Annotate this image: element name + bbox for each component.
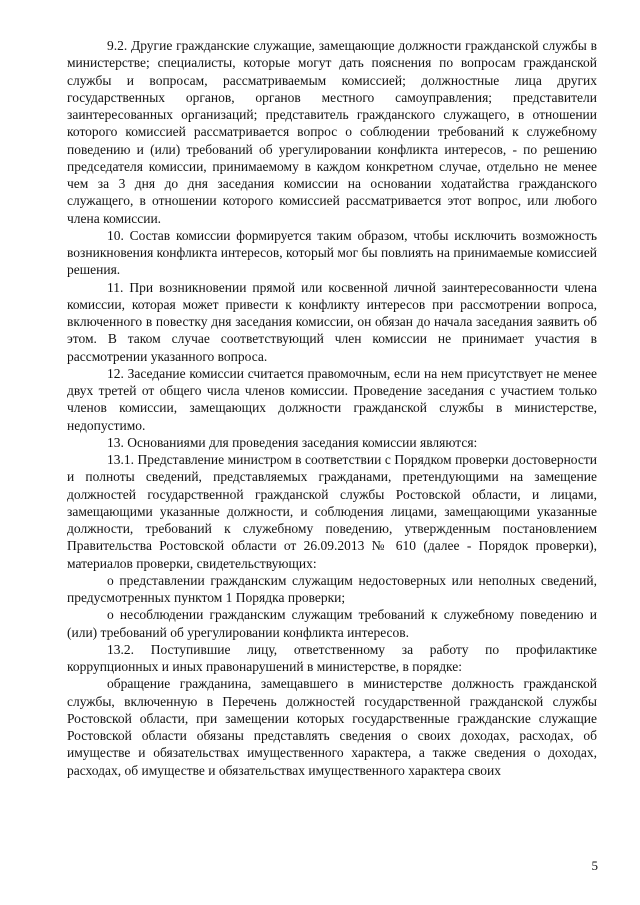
- paragraph-9-2: 9.2. Другие гражданские служащие, замещающие должности гражданской службы в министерстве; специалисты, которые могут дать пояснения по вопросам гражданской службы и вопросам, рассматриваемым комиссией; должностные лица других государственных органов, органов местного самоуправления; представители заинтересованных организаций; представитель гражданского служащего, в отношении которого комиссией рассматривается вопрос о соблюдении требований к служебному поведению и (или) требований об урегулировании конфликта интересов, - по решению председателя комиссии, принимаемому в каждом конкретном случае, отдельно не менее чем за 3 дня до дня заседания комиссии на основании ходатайства гражданского служащего, в отношении которого комиссией рассматривается этот вопрос, или любого члена комиссии.: [67, 38, 597, 226]
- paragraph-10: 10. Состав комиссии формируется таким образом, чтобы исключить возможность возникновения конфликта интересов, который мог бы повлиять на принимаемые комиссией решения.: [67, 227, 597, 278]
- paragraph-12: 12. Заседание комиссии считается правомочным, если на нем присутствует не менее двух третей от общего числа членов комиссии. Проведение заседания с участием только членов комиссии, замещающих должности гражданской службы в министерстве, недопустимо.: [67, 365, 597, 433]
- document-body: [67, 37, 597, 779]
- paragraph-13-2: 13.2. Поступившие лицу, ответственному за работу по профилактике коррупционных и иных правонарушений в министерстве, в порядке:: [67, 641, 597, 674]
- list-item-unreliable-info: о представлении гражданским служащим недостоверных или неполных сведений, предусмотренных пунктом 1 Порядка проверки;: [67, 572, 597, 605]
- paragraph-11: 11. При возникновении прямой или косвенной личной заинтересованности члена комиссии, которая может привести к конфликту интересов при рассмотрении вопроса, включенного в повестку дня заседания комиссии, он обязан до начала заседания заявить об этом. В таком случае соответствующий член комиссии не принимает участия в рассмотрении указанного вопроса.: [67, 279, 597, 364]
- page-number: 5: [591, 858, 598, 873]
- paragraph-13-1: 13.1. Представление министром в соответствии с Порядком проверки достоверности и полноты сведений, представляемых гражданами, претендующими на замещение должностей государственной гражданской службы Ростовской области, и лицами, замещающими указанные должности, и соблюдения лицами, замещающими указанные должности, требований к служебному поведению, утвержденным постановлением Правительства Ростовской области от 26.09.2013 № 610 (далее - Порядок проверки), материалов проверки, свидетельствующих:: [67, 452, 597, 571]
- paragraph-citizen-appeal: обращение гражданина, замещавшего в министерстве должность гражданской службы, включенную в Перечень должностей государственной гражданской службы Ростовской области, при замещении которых государственные гражданские служащие Ростовской области обязаны представлять сведения о своих доходах, расходах, об имуществе и обязательствах имущественного характера, а также сведения о доходах, расходах, об имуществе и обязательствах имущественного характера своих: [67, 676, 597, 778]
- list-item-non-compliance: о несоблюдении гражданским служащим требований к служебному поведению и (или) требований об урегулировании конфликта интересов.: [67, 607, 597, 640]
- paragraph-13: 13. Основаниями для проведения заседания комиссии являются:: [107, 434, 478, 450]
